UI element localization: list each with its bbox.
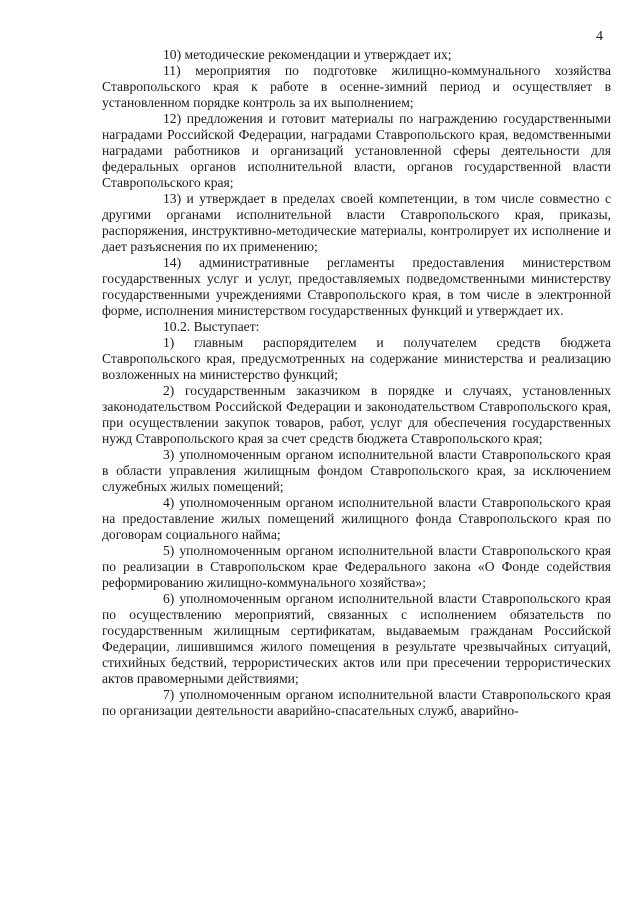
paragraph-item-6: 6) уполномоченным органом исполнительной власти Ставропольского края по осуществлению мероприятий, связанных с исполнением обязательств по государственным жилищным сертификатам, выдаваемым гражданам Российской Федерации, лишившимся жилого помещения в результате чрезвычайных ситуаций, стихийных бедствий, террористических актов или при пресечении террористических актов правомерными действиями; bbox=[102, 591, 611, 686]
paragraph-item-1: 1) главным распорядителем и получателем средств бюджета Ставропольского края, предусмотренных на содержание министерства и реализацию возложенных на министерство функций; bbox=[102, 335, 611, 382]
page-number: 4 bbox=[596, 29, 603, 44]
section-heading-10-2: 10.2. Выступает: bbox=[163, 319, 260, 334]
paragraph-item-13: 13) и утверждает в пределах своей компетенции, в том числе совместно с другими органами исполнительной власти Ставропольского края, приказы, распоряжения, инструктивно-методические материалы, контролирует их исполнение и дает разъяснения по их применению; bbox=[102, 191, 611, 254]
paragraph-item-7: 7) уполномоченным органом исполнительной власти Ставропольского края по организации деятельности аварийно-спасательных служб, аварийно- bbox=[102, 687, 611, 718]
paragraph-item-4: 4) уполномоченным органом исполнительной власти Ставропольского края на предоставление жилых помещений жилищного фонда Ставропольского края по договорам социального найма; bbox=[102, 495, 611, 542]
paragraph-item-5: 5) уполномоченным органом исполнительной власти Ставропольского края по реализации в Ставропольском крае Федерального закона «О Фонде содействия реформированию жилищно-коммунального хозяйства»; bbox=[102, 543, 611, 590]
paragraph-item-2: 2) государственным заказчиком в порядке и случаях, установленных законодательством Российской Федерации и законодательством Ставропольского края, при осуществлении закупок товаров, работ, услуг для обеспечения государственных нужд Ставропольского края за счет средств бюджета Ставропольского края; bbox=[102, 383, 611, 446]
paragraph-item-3: 3) уполномоченным органом исполнительной власти Ставропольского края в области управления жилищным фондом Ставропольского края, за исключением служебных жилых помещений; bbox=[102, 447, 611, 494]
document-body bbox=[102, 47, 611, 719]
paragraph-item-12: 12) предложения и готовит материалы по награждению государственными наградами Российской Федерации, наградами Ставропольского края, ведомственными наградами работников и организаций установленной сферы деятельности для федеральных органов исполнительной власти, органов государственной власти Ставропольского края; bbox=[102, 111, 611, 190]
paragraph-item-11: 11) мероприятия по подготовке жилищно-коммунального хозяйства Ставропольского края к работе в осенне-зимний период и осуществляет в установленном порядке контроль за их выполнением; bbox=[102, 63, 611, 110]
paragraph-item-10: 10) методические рекомендации и утверждает их; bbox=[163, 47, 452, 62]
paragraph-item-14: 14) административные регламенты предоставления министерством государственных услуг и услуг, предоставляемых подведомственными министерству государственными учреждениями Ставропольского края, в том числе в электронной форме, исполнения министерством государственных функций и утверждает их. bbox=[102, 255, 611, 318]
